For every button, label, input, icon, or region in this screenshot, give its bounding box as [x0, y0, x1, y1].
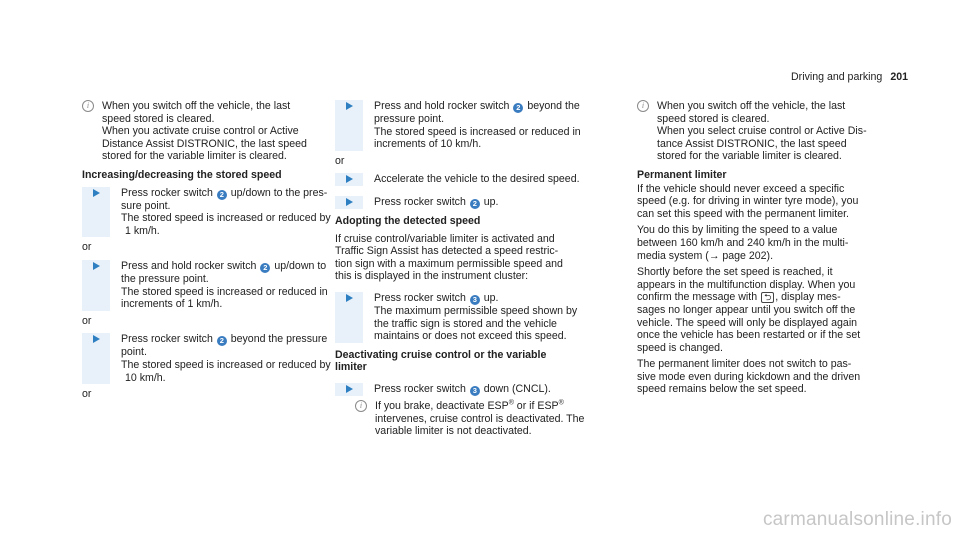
step-text: Press rocker switch — [374, 195, 469, 208]
step-line — [374, 196, 605, 209]
info-line: Distance Assist DISTRONIC, the last speed — [102, 137, 307, 150]
text-line: speed remains below the set speed. — [637, 383, 807, 396]
info-icon: i — [637, 100, 649, 112]
column-right — [637, 100, 907, 396]
step-text: Press rocker switch — [121, 333, 216, 346]
text-fragment: confirm the message with — [637, 291, 761, 304]
text-line: The permanent limiter does not switch to pas- — [637, 358, 852, 371]
arrow-icon — [346, 385, 353, 393]
instruction-step — [335, 383, 605, 396]
step-line: The maximum permissible speed shown by — [374, 304, 578, 317]
text-line: You do this by limiting the speed to a value — [637, 224, 838, 237]
step-line: sure point. — [121, 199, 171, 212]
text-line: If the vehicle should never exceed a specific — [637, 182, 845, 195]
text-line: media system (→ page 202). — [637, 249, 774, 262]
step-marker — [82, 333, 110, 384]
page-number: 201 — [890, 71, 908, 83]
step-line: The stored speed is increased or reduced by — [121, 358, 331, 371]
or-label: or — [82, 388, 92, 401]
step-line: pressure point. — [374, 113, 445, 125]
number-badge: 2 — [260, 263, 270, 273]
text-line: vehicle. The speed will only be displayed again — [637, 316, 858, 329]
section-heading — [335, 349, 605, 374]
info-icon: i — [82, 100, 94, 112]
text-line: can set this speed with the permanent limiter. — [637, 207, 849, 220]
step-text: down (CNCL). — [480, 382, 551, 395]
number-badge: 3 — [470, 386, 480, 396]
info-line: stored for the variable limiter is cleared. — [102, 150, 287, 163]
step-text: up. — [480, 291, 499, 304]
or-label: or — [82, 241, 92, 254]
step-line — [121, 187, 352, 200]
text-line: Traffic Sign Assist has detected a speed restric- — [335, 245, 559, 258]
info-line: When you switch off the vehicle, the last — [657, 100, 846, 112]
number-badge: 2 — [513, 103, 523, 113]
step-marker — [335, 292, 363, 343]
info-line — [375, 400, 605, 413]
step-text: beyond the pressure — [227, 333, 328, 346]
or-label: or — [82, 314, 92, 327]
step-line — [121, 333, 352, 346]
column-left — [82, 100, 352, 407]
heading-line: Deactivating cruise control or the variable — [335, 348, 547, 361]
step-text: Press rocker switch — [121, 186, 216, 199]
step-line — [374, 383, 605, 396]
step-marker — [335, 173, 363, 186]
step-line — [374, 100, 605, 113]
arrow-icon — [346, 102, 353, 110]
step-marker — [335, 383, 363, 396]
arrow-icon — [93, 189, 100, 197]
paragraph — [637, 224, 907, 262]
number-badge: 2 — [470, 199, 480, 209]
info-icon: i — [355, 400, 367, 412]
watermark: carmanualsonline.info — [762, 509, 952, 531]
section-heading: Permanent limiter — [637, 168, 727, 181]
text-line: If cruise control/variable limiter is activated and — [335, 232, 555, 245]
or-label: or — [335, 154, 345, 167]
step-line: increments of 10 km/h. — [374, 138, 482, 151]
step-line: increments of 1 km/h. — [121, 298, 223, 311]
info-line: speed stored is cleared. — [657, 112, 770, 125]
text-line: between 160 km/h and 240 km/h in the multi- — [637, 236, 849, 249]
column-middle — [335, 100, 605, 438]
step-marker — [335, 100, 363, 151]
arrow-icon — [93, 335, 100, 343]
text-line: this is displayed in the instrument cluster: — [335, 270, 529, 283]
info-line: intervenes, cruise control is deactivated. The — [375, 412, 585, 425]
step-line: Accelerate the vehicle to the desired speed. — [374, 173, 580, 186]
section-heading: Adopting the detected speed — [335, 214, 481, 227]
text-line — [637, 291, 907, 304]
step-text: up/down to the pres- — [227, 186, 328, 199]
step-text: up/down to — [271, 259, 327, 272]
info-text: If you brake, deactivate ESP — [375, 399, 509, 412]
text-line: speed is changed. — [637, 341, 723, 354]
info-text: or if ESP — [513, 399, 559, 412]
number-badge: 2 — [217, 190, 227, 200]
arrow-icon — [346, 198, 353, 206]
number-badge: 3 — [470, 295, 480, 305]
instruction-step — [82, 333, 352, 384]
registered-mark: ® — [558, 399, 564, 407]
step-text: Press and hold rocker switch — [374, 100, 513, 112]
step-line: The stored speed is increased or reduced by — [121, 212, 331, 225]
info-line: speed stored is cleared. — [102, 112, 215, 125]
info-line: tance Assist DISTRONIC, the last speed — [657, 137, 847, 150]
section-heading: Increasing/decreasing the stored speed — [82, 168, 282, 181]
page-header — [791, 71, 908, 84]
paragraph — [637, 266, 907, 354]
registered-mark: ® — [508, 399, 514, 407]
instruction-step — [335, 100, 605, 151]
text-line: tion sign with a maximum permissible speed and — [335, 257, 563, 270]
text-line: Shortly before the set speed is reached, it — [637, 266, 833, 279]
arrow-icon — [346, 175, 353, 183]
step-line — [374, 292, 605, 305]
info-note — [82, 100, 352, 163]
step-line: 10 km/h. — [125, 371, 166, 384]
text-line: speed (e.g. for driving in winter tyre mode), you — [637, 195, 859, 208]
arrow-icon — [93, 262, 100, 270]
instruction-step — [82, 187, 352, 238]
step-text: Press rocker switch — [374, 291, 469, 304]
paragraph — [637, 183, 907, 221]
section-title: Driving and parking — [791, 71, 883, 83]
instruction-step — [335, 292, 605, 343]
arrow-icon — [346, 294, 353, 302]
info-line: When you select cruise control or Active Dis- — [657, 125, 867, 138]
instruction-step — [82, 260, 352, 311]
paragraph — [335, 233, 605, 283]
heading-line: limiter — [335, 361, 367, 374]
step-line: The stored speed is increased or reduced in — [374, 125, 581, 138]
number-badge: 2 — [217, 336, 227, 346]
paragraph — [637, 358, 907, 396]
text-line: sages no longer appear until you switch off the — [637, 303, 856, 316]
info-line: When you activate cruise control or Active — [102, 125, 299, 138]
text-line: sive mode even during kickdown and the driven — [637, 370, 861, 383]
text-fragment: , display mes- — [775, 291, 841, 304]
step-line: maintains or does not exceed this speed. — [374, 330, 567, 343]
back-key-icon: ⮌ — [761, 292, 774, 303]
instruction-step — [335, 173, 605, 186]
instruction-step — [335, 196, 605, 209]
text-line: once the vehicle has been restarted or if the set — [637, 329, 861, 342]
info-note — [355, 400, 605, 438]
step-marker — [335, 196, 363, 209]
step-text: Press rocker switch — [374, 382, 469, 395]
step-text: Press and hold rocker switch — [121, 259, 260, 272]
info-line: stored for the variable limiter is cleared. — [657, 150, 842, 163]
step-line: the pressure point. — [121, 272, 209, 285]
info-line: variable limiter is not deactivated. — [375, 425, 532, 438]
info-line: When you switch off the vehicle, the last — [102, 100, 291, 112]
step-line: point. — [121, 346, 147, 359]
step-line: the traffic sign is stored and the vehicle — [374, 317, 557, 330]
step-text: beyond the — [524, 100, 580, 112]
step-text: up. — [480, 195, 499, 208]
step-marker — [82, 187, 110, 238]
step-marker — [82, 260, 110, 311]
step-line — [121, 260, 352, 273]
info-note — [637, 100, 907, 163]
step-line: 1 km/h. — [125, 224, 160, 237]
text-line: appears in the multifunction display. When you — [637, 278, 856, 291]
step-line: The stored speed is increased or reduced in — [121, 285, 328, 298]
